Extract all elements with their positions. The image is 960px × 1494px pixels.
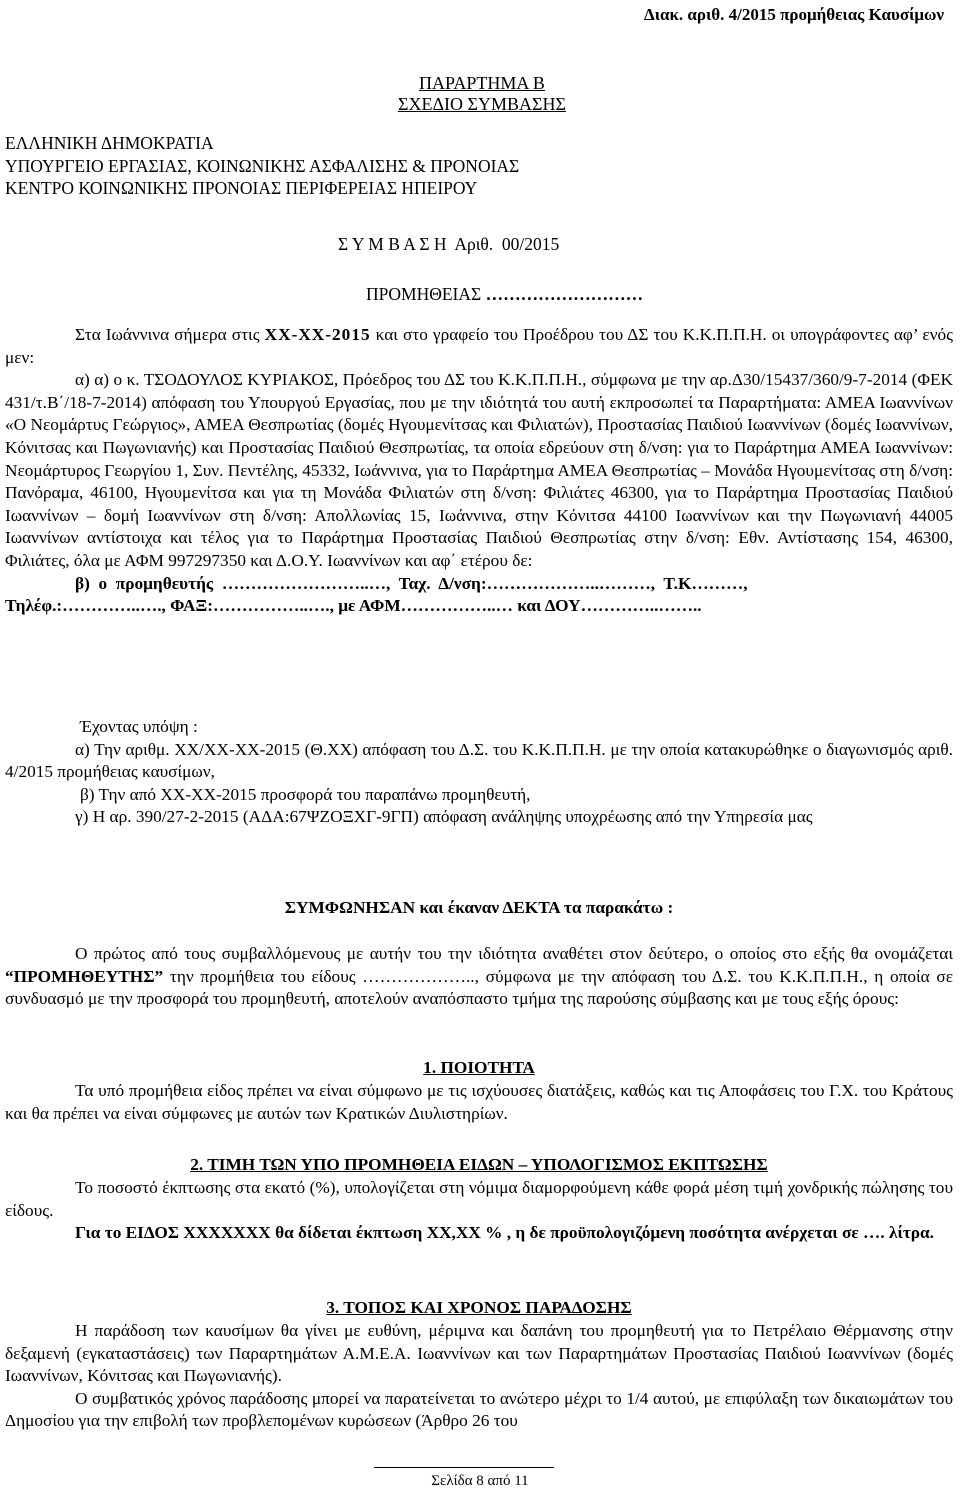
considering-c: γ) Η αρ. 390/27-2-2015 (ΑΔΑ:67ΨΖΟΞΧΓ-9ΓΠ) απόφαση ανάληψης υποχρέωσης από την Υπηρεσία μας bbox=[75, 807, 813, 827]
agreed-text-a: Ο πρώτος από τους συμβαλλόμενους με αυτήν του την ιδιότητα αναθέτει στον δεύτερο, ο οποίος στο εξής θα ονομάζεται bbox=[75, 944, 953, 963]
section-3-heading: 3. ΤΟΠΟΣ ΚΑΙ ΧΡΟΝΟΣ ΠΑΡΑΔΟΣΗΣ bbox=[326, 1298, 632, 1317]
footer-divider bbox=[374, 1467, 554, 1468]
intro-paragraph bbox=[5, 324, 953, 369]
annex-subtitle: ΣΧΕΔΙΟ ΣΥΜΒΑΣΗΣ bbox=[398, 94, 566, 114]
considering-b: β) Την από ΧΧ-ΧΧ-2015 προσφορά του παραπάνω προμηθευτή, bbox=[80, 784, 531, 804]
considering-a: α) Την αριθμ. ΧΧ/ΧΧ-ΧΧ-2015 (Θ.ΧΧ) απόφαση του Δ.Σ. του Κ.Κ.Π.Π.Η. με την οποία κατακυρώθηκε ο διαγωνισμός αριθ. 4/2015 προμήθειας καυσίμων, bbox=[5, 739, 953, 782]
procurement-title bbox=[366, 283, 643, 306]
gov-line-3: ΚΕΝΤΡΟ ΚΟΙΝΩΝΙΚΗΣ ΠΡΟΝΟΙΑΣ ΠΕΡΙΦΕΡΕΙΑΣ ΗΠΕΙΡΟΥ bbox=[5, 178, 478, 198]
section-2-text: Το ποσοστό έκπτωσης στα εκατό (%), υπολογίζεται στη νόμιμα διαμορφούμενη κάθε φορά μέση τιμή χονδρικής πώλησης του είδους. bbox=[5, 1178, 953, 1220]
contract-title: Σ Υ Μ Β Α Σ Η Αριθ. 00/2015 bbox=[338, 234, 560, 254]
procurement-label: ΠΡΟΜΗΘΕΙΑΣ bbox=[366, 284, 486, 304]
section-1-heading: 1. ΠΟΙΟΤΗΤΑ bbox=[423, 1058, 535, 1077]
agreed-paragraph bbox=[5, 943, 953, 1011]
section-2-bold-text: Για το ΕΙΔΟΣ ΧΧΧΧΧΧΧ θα δίδεται έκπτωση ΧΧ,ΧΧ % , η δε προϋπολογιζόμενη ποσότητα ανέρχεται σε …. λίτρα. bbox=[75, 1223, 934, 1243]
document-reference: Διακ. αριθ. 4/2015 προμήθειας Καυσίμων bbox=[644, 5, 944, 24]
considering-section bbox=[5, 716, 953, 829]
section-3-text-2: Ο συμβατικός χρόνος παράδοσης μπορεί να παρατείνεται το ανώτερο μέχρι το 1/4 αυτού, με επιφύλαξη των δικαιωμάτων του Δημοσίου για την επιβολή των προβλεπομένων κυρώσεων (Άρθρο 26 του bbox=[5, 1388, 953, 1431]
agreed-text-b: την προμήθεια του είδους ……………….., σύμφωνα με την απόφαση του Δ.Σ. του Κ.Κ.Π.Π.Η., η οποία σε συνδυασμό με την προσφορά του προμηθευτή, αποτελούν αναπόσπαστο τμήμα της παρούσης σύμβασης και με τους εξής όρους: bbox=[5, 966, 953, 1009]
section-1 bbox=[5, 1080, 953, 1125]
supplier-term: “ΠΡΟΜΗΘΕΥΤΗΣ” bbox=[5, 966, 164, 986]
gov-line-2: ΥΠΟΥΡΓΕΙΟ ΕΡΓΑΣΙΑΣ, ΚΟΙΝΩΝΙΚΗΣ ΑΣΦΑΛΙΣΗΣ & ΠΡΟΝΟΙΑΣ bbox=[5, 156, 520, 176]
section-2-heading: 2. ΤΙΜΗ ΤΩΝ ΥΠΟ ΠΡΟΜΗΘΕΙΑ ΕΙΔΩΝ – ΥΠΟΛΟΓΙΣΜΟΣ ΕΚΠΤΩΣΗΣ bbox=[190, 1155, 768, 1174]
section-2 bbox=[5, 1177, 953, 1245]
parties-section bbox=[5, 324, 953, 618]
intro-text-b: και στο γραφείο του Προέδρου του ΔΣ του Κ.Κ.Π.Π.Η. οι υπογράφοντες αφ’ ενός μεν: bbox=[5, 325, 953, 367]
party-b-line-2: Τηλέφ.:…………..…., ΦΑΞ:……………..…., με ΑΦΜ……………..… και ΔΟΥ…………..…….. bbox=[5, 596, 702, 616]
agreed-section bbox=[5, 943, 953, 1011]
party-a-paragraph: α) α) ο κ. ΤΣΟΔΟΥΛΟΣ ΚΥΡΙΑΚΟΣ, Πρόεδρος του ΔΣ του Κ.Κ.Π.Π.Η., σύμφωνα με την αρ.Δ30/15437/360/9-7-2014 (ΦΕΚ 431/τ.Β΄/18-7-2014) απόφαση του Υπουργού Εργασίας, που με την ιδιότητά του αυτή εκπροσωπεί τα Παραρτήματα: ΑΜΕΑ Ιωαννίνων «Ο Νεομάρτυς Γεώργιος», ΑΜΕΑ Θεσπρωτίας (δομές Ηγουμενίτσας και Φιλιατών), Προστασίας Παιδιού Ιωαννίνων (δομές Ιωαννίνων, Κόνιτσας και Πωγωνιανής) και Προστασίας Παιδιού Θεσπρωτίας, τα οποία εδρεύουν στη δ/νση: για το Παράρτημα ΑΜΕΑ Ιωαννίνων: Νεομάρτυρος Γεωργίου 1, Συν. Πεντέλης, 45332, Ιωάννινα, για το Παράρτημα ΑΜΕΑ Θεσπρωτίας – Μονάδα Ηγουμενίτσας στη δ/νση: Πανόραμα, 46100, Ηγουμενίτσα και για τη Μονάδα Φιλιατών στη δ/νση: Φιλιάτες 46300, για το Παράρτημα Προστασίας Παιδιού Ιωαννίνων – δομή Ιωαννίνων στη δ/νση: Απολλωνίας 15, Ιωάννινα, στην Κόνιτσα 44100 Ιωαννίνων και την Πωγωνιανή 44005 Ιωαννίνων αντίστοιχα και τέλος για το Παράρτημα Προστασίας Παιδιού Θεσπρωτίας στην δ/νση: Εθν. Αντίστασης 154, 46300, Φιλιάτες, όλα με ΑΦΜ 997297350 και Δ.Ο.Υ. Ιωαννίνων και αφ΄ ετέρου δε: bbox=[5, 370, 953, 570]
intro-text-a: Στα Ιωάννινα σήμερα στις bbox=[75, 325, 265, 344]
party-b-line-1: β) ο προμηθευτής ……………………..…, Ταχ. Δ/νση:………………..………, Τ.Κ………, bbox=[75, 573, 748, 593]
section-3-text-1: Η παράδοση των καυσίμων θα γίνει με ευθύνη, μέριμνα και δαπάνη του προμηθευτή για το Πετρέλαιο Θέρμανσης στην δεξαμενή (εγκαταστάσεις) των Παραρτημάτων Α.Μ.Ε.Α. Ιωαννίνων και των Παραρτημάτων Προστασίας Παιδιού Ιωαννίνων (δομές Ιωαννίνων, Κόνιτσας και Πωγωνιανής). bbox=[5, 1321, 953, 1386]
section-3 bbox=[5, 1320, 953, 1433]
gov-line-1: ΕΛΛΗΝΙΚΗ ΔΗΜΟΚΡΑΤΙΑ bbox=[5, 133, 214, 153]
procurement-dots: ……………………… bbox=[485, 284, 644, 304]
intro-date: ΧΧ-ΧΧ-2015 bbox=[264, 325, 371, 344]
considering-label: Έχοντας υπόψη : bbox=[80, 717, 198, 736]
annex-title: ΠΑΡΑΡΤΗΜΑ Β bbox=[419, 73, 545, 93]
agreed-heading: ΣΥΜΦΩΝΗΣΑΝ και έκαναν ΔΕΚΤΑ τα παρακάτω : bbox=[284, 898, 674, 917]
page-number: Σελίδα 8 από 11 bbox=[431, 1473, 529, 1489]
section-1-text: Τα υπό προμήθεια είδος πρέπει να είναι σύμφωνο με τις ισχύουσες διατάξεις, καθώς και τις Αποφάσεις του Γ.Χ. του Κράτους και θα πρέπει να είναι σύμφωνες με αυτών των Κρατικών Διυλιστηρίων. bbox=[5, 1081, 953, 1123]
